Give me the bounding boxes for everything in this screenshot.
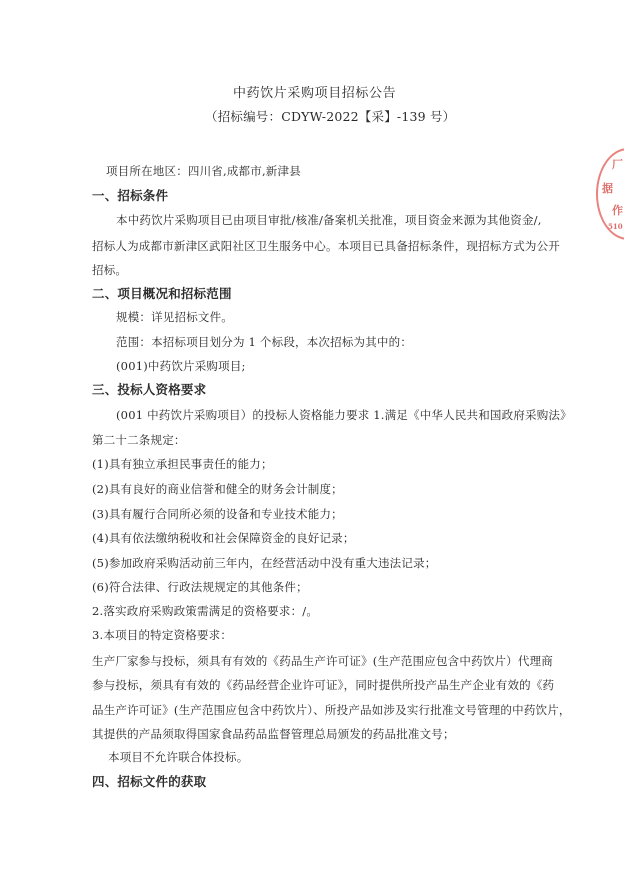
- section-3-heading: 三、投标人资格要求: [92, 382, 207, 397]
- section-2-scope: 范围：本招标项目划分为 1 个标段，本次招标为其中的：: [116, 335, 413, 349]
- specific-req-line-1: 生产厂家参与投标，须具有有效的《药品生产许可证》(生产范围应包含中药饮片）代理商: [92, 654, 553, 668]
- section-1-para-line-2: 招标人为成都市新津区武阳社区卫生服务中心。本项目已具备招标条件，现招标方式为公开: [92, 239, 560, 253]
- seal-char: 作: [612, 204, 623, 217]
- specific-req-line-4: 其提供的产品须取得国家食品药品监督管理总局颁发的药品批准文号；: [92, 727, 455, 741]
- project-location: 项目所在地区：四川省,成都市,新津县: [106, 164, 301, 178]
- official-seal-stamp: [596, 148, 624, 240]
- section-2-heading: 二、项目概况和招标范围: [92, 286, 232, 301]
- tender-code: （招标编号：CDYW-2022【采】-139 号）: [205, 109, 456, 124]
- qualification-item: (1)具有独立承担民事责任的能力；: [92, 457, 273, 471]
- qualification-item: (6)符合法律、行政法规规定的其他条件；: [92, 580, 308, 594]
- qualification-item: (3)具有履行合同所必须的设备和专业技术能力；: [92, 507, 343, 521]
- section-1-para-line-3: 招标。: [92, 263, 128, 277]
- qualification-item: (2)具有良好的商业信誉和健全的财务会计制度；: [92, 482, 343, 496]
- page-title: 中药饮片采购项目招标公告: [233, 86, 397, 101]
- qualification-item: (5)参加政府采购活动前三年内，在经营活动中没有重大违法记录；: [92, 556, 437, 570]
- section-1-para-line-1: 本中药饮片采购项目已由项目审批/核准/备案机关批准，项目资金来源为其他资金/,: [116, 213, 542, 227]
- section-2-scale: 规模：详见招标文件。: [116, 310, 233, 324]
- seal-char: 据: [602, 182, 613, 195]
- specific-req-line-3: 品生产许可证》(生产范围应包含中药饮片）、所投产品如涉及实行批准文号管理的中药饮片，: [92, 703, 571, 717]
- specific-req-line-2: 参与投标，须具有有效的《药品经营企业许可证》，同时提供所投产品生产企业有效的《药: [92, 678, 555, 692]
- section-2-lot: (001)中药饮片采购项目;: [116, 359, 246, 373]
- section-3-intro-line-1: (001 中药饮片采购项目）的投标人资格能力要求 1.满足《中华人民共和国政府采购法》: [116, 408, 572, 422]
- requirement-2: 2.落实政府采购政策需满足的资格要求：/。: [92, 604, 319, 618]
- consortium-note: 本项目不允许联合体投标。: [108, 750, 249, 764]
- seal-number: 510: [608, 222, 623, 231]
- qualification-item: (4)具有依法缴纳税收和社会保障资金的良好记录；: [92, 531, 355, 545]
- requirement-3: 3.本项目的特定资格要求：: [92, 628, 233, 642]
- seal-char: 厂: [612, 158, 623, 171]
- section-3-intro-line-2: 第二十二条规定：: [92, 433, 186, 447]
- section-1-heading: 一、招标条件: [92, 188, 169, 203]
- section-4-heading: 四、招标文件的获取: [92, 774, 207, 789]
